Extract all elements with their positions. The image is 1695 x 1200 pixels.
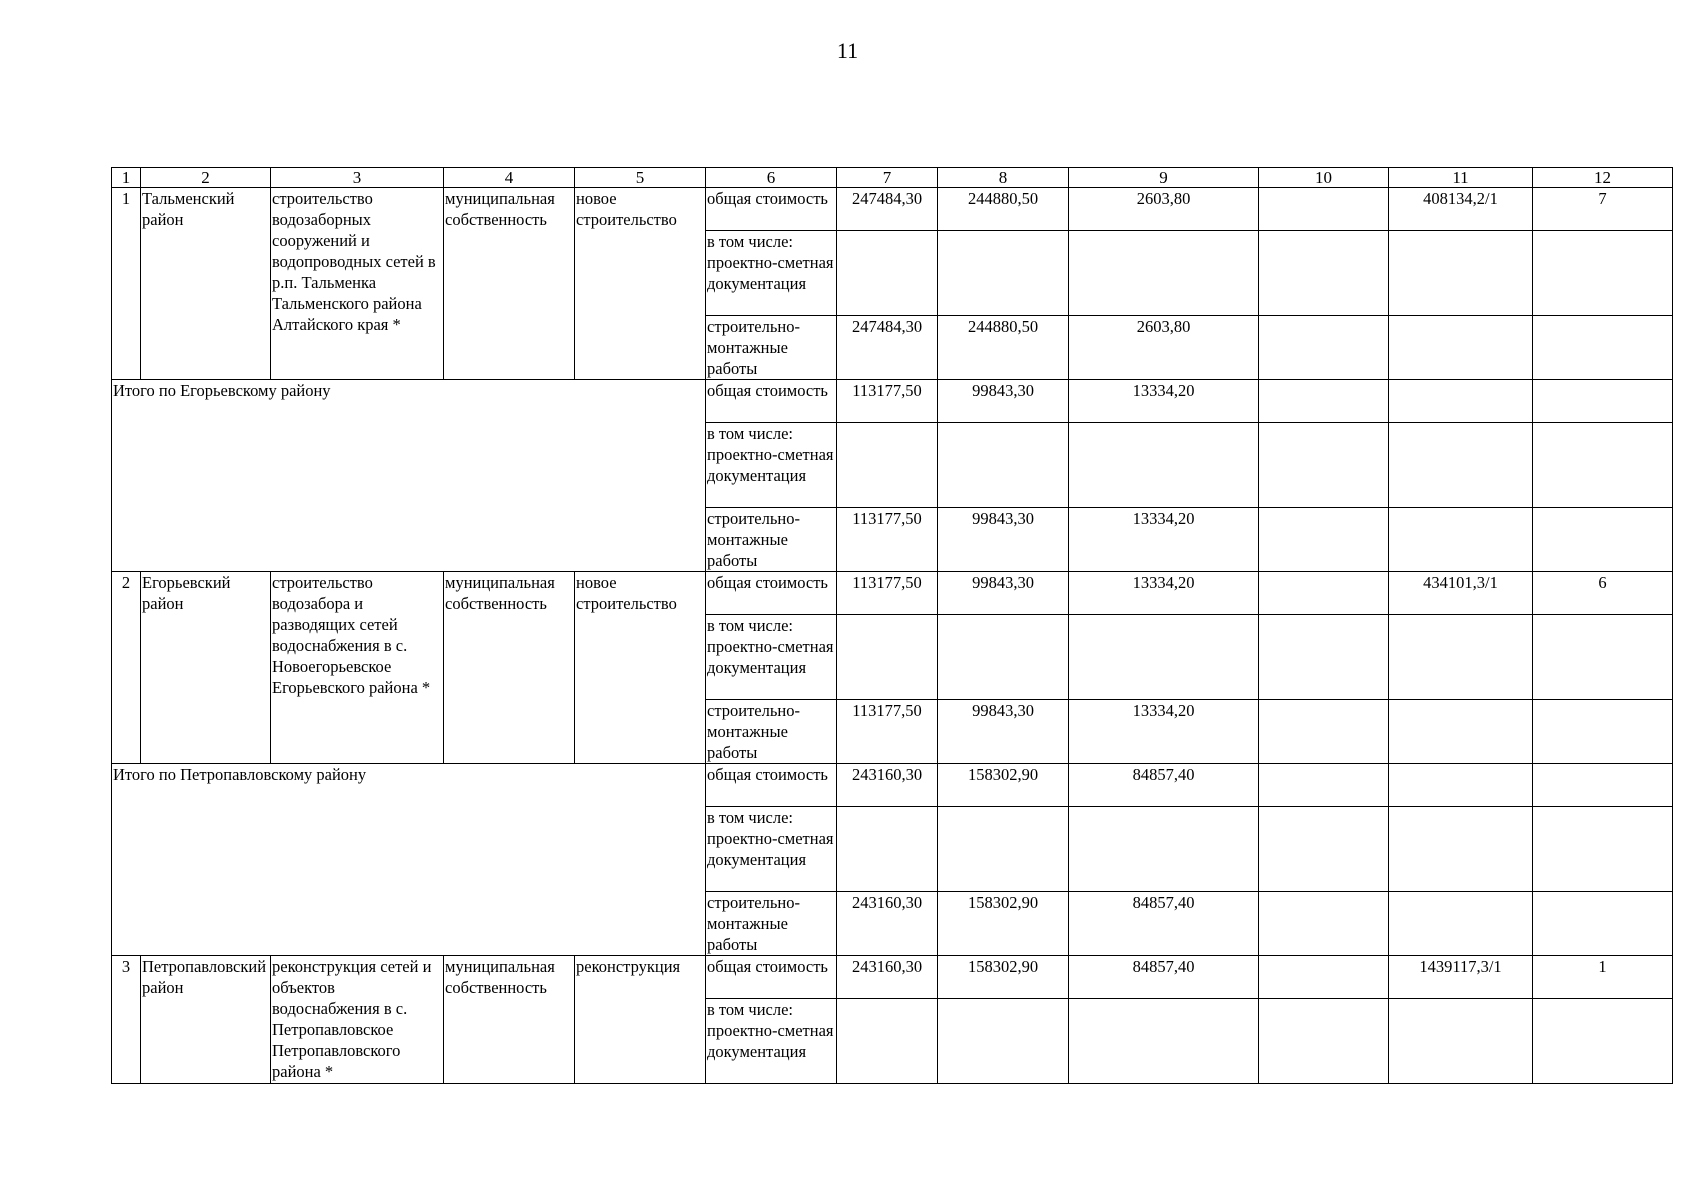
- column-number: 4: [444, 168, 575, 188]
- value-col7: 247484,30: [837, 188, 938, 231]
- value-col9: 2603,80: [1069, 188, 1259, 231]
- cost-label: общая стоимость: [706, 380, 837, 423]
- value-col12: 1: [1533, 956, 1673, 999]
- value-col12: 7: [1533, 188, 1673, 231]
- project-name: реконструкция сетей и объектов водоснабжения в с. Петропавловское Петропавловского района *: [271, 956, 444, 1084]
- value-col11: [1389, 316, 1533, 380]
- value-col8: 158302,90: [938, 764, 1069, 807]
- column-number: 5: [575, 168, 706, 188]
- column-number-row: [112, 168, 1673, 188]
- value-col9: 2603,80: [1069, 316, 1259, 380]
- total-label: Итого по Петропавловскому району: [112, 764, 706, 956]
- cost-label: в том числе: проектно-сметная документация: [706, 231, 837, 316]
- page-number: 11: [836, 38, 859, 63]
- value-col7: 113177,50: [837, 508, 938, 572]
- value-col8: 244880,50: [938, 316, 1069, 380]
- column-number: 2: [141, 168, 271, 188]
- value-col9: [1069, 423, 1259, 508]
- empty-cell: [1533, 423, 1673, 508]
- work-type: реконструкция: [575, 956, 706, 1084]
- investment-table: [111, 167, 1673, 1084]
- value-col9: [1069, 615, 1259, 700]
- value-col10: [1259, 999, 1389, 1084]
- work-type: новое строительство: [575, 572, 706, 764]
- cost-label: в том числе: проектно-сметная документация: [706, 807, 837, 892]
- value-col7: 113177,50: [837, 700, 938, 764]
- value-col7: [837, 807, 938, 892]
- value-col9: 84857,40: [1069, 764, 1259, 807]
- empty-cell: [1533, 508, 1673, 572]
- value-col8: [938, 999, 1069, 1084]
- value-col12: [1533, 316, 1673, 380]
- value-col7: [837, 423, 938, 508]
- value-col12: 6: [1533, 572, 1673, 615]
- value-col8: 99843,30: [938, 380, 1069, 423]
- value-col8: 99843,30: [938, 572, 1069, 615]
- empty-cell: [1389, 764, 1533, 807]
- value-col8: 244880,50: [938, 188, 1069, 231]
- ownership-type: муниципальная собственность: [444, 572, 575, 764]
- value-col7: 247484,30: [837, 316, 938, 380]
- value-col7: [837, 999, 938, 1084]
- value-col12: [1533, 231, 1673, 316]
- value-col8: [938, 423, 1069, 508]
- empty-cell: [1389, 508, 1533, 572]
- value-col10: [1259, 572, 1389, 615]
- table-row: [112, 572, 1673, 615]
- value-col7: [837, 615, 938, 700]
- cost-label: строительно-монтажные работы: [706, 700, 837, 764]
- value-col9: 13334,20: [1069, 700, 1259, 764]
- value-col8: 158302,90: [938, 956, 1069, 999]
- value-col9: 13334,20: [1069, 508, 1259, 572]
- empty-cell: [1533, 764, 1673, 807]
- project-name: строительство водозаборных сооружений и водопроводных сетей в р.п. Тальменка Тальменского района Алтайского края *: [271, 188, 444, 380]
- empty-cell: [1389, 807, 1533, 892]
- value-col7: 243160,30: [837, 892, 938, 956]
- column-number: 7: [837, 168, 938, 188]
- empty-cell: [1389, 892, 1533, 956]
- empty-cell: [1259, 892, 1389, 956]
- value-col11: 1439117,3/1: [1389, 956, 1533, 999]
- value-col8: 99843,30: [938, 700, 1069, 764]
- table-row: [112, 188, 1673, 231]
- value-col11: 408134,2/1: [1389, 188, 1533, 231]
- cost-label: в том числе: проектно-сметная документация: [706, 615, 837, 700]
- column-number: 1: [112, 168, 141, 188]
- value-col10: [1259, 316, 1389, 380]
- value-col12: [1533, 999, 1673, 1084]
- table-row: [112, 764, 1673, 807]
- value-col8: 99843,30: [938, 508, 1069, 572]
- value-col10: [1259, 188, 1389, 231]
- empty-cell: [1259, 423, 1389, 508]
- project-name: строительство водозабора и разводящих сетей водоснабжения в с. Новоегорьевское Егорьевского района *: [271, 572, 444, 764]
- empty-cell: [1259, 807, 1389, 892]
- total-label: Итого по Егорьевскому району: [112, 380, 706, 572]
- empty-cell: [1259, 508, 1389, 572]
- value-col8: [938, 807, 1069, 892]
- value-col8: 158302,90: [938, 892, 1069, 956]
- work-type: новое строительство: [575, 188, 706, 380]
- district-name: Петропавловский район: [141, 956, 271, 1084]
- value-col7: [837, 231, 938, 316]
- value-col9: 13334,20: [1069, 380, 1259, 423]
- empty-cell: [1533, 380, 1673, 423]
- value-col11: 434101,3/1: [1389, 572, 1533, 615]
- value-col11: [1389, 999, 1533, 1084]
- value-col7: 113177,50: [837, 380, 938, 423]
- cost-label: общая стоимость: [706, 188, 837, 231]
- column-number: 12: [1533, 168, 1673, 188]
- value-col8: [938, 615, 1069, 700]
- cost-label: строительно-монтажные работы: [706, 508, 837, 572]
- value-col12: [1533, 700, 1673, 764]
- district-name: Егорьевский район: [141, 572, 271, 764]
- cost-label: в том числе: проектно-сметная документация: [706, 423, 837, 508]
- value-col9: 13334,20: [1069, 572, 1259, 615]
- ownership-type: муниципальная собственность: [444, 188, 575, 380]
- column-number: 6: [706, 168, 837, 188]
- table-row: [112, 380, 1673, 423]
- ownership-type: муниципальная собственность: [444, 956, 575, 1084]
- empty-cell: [1533, 892, 1673, 956]
- value-col9: [1069, 807, 1259, 892]
- row-number: 1: [112, 188, 141, 380]
- value-col10: [1259, 231, 1389, 316]
- value-col8: [938, 231, 1069, 316]
- empty-cell: [1259, 380, 1389, 423]
- value-col9: 84857,40: [1069, 892, 1259, 956]
- value-col7: 243160,30: [837, 956, 938, 999]
- column-number: 8: [938, 168, 1069, 188]
- value-col9: [1069, 999, 1259, 1084]
- empty-cell: [1389, 380, 1533, 423]
- value-col9: [1069, 231, 1259, 316]
- value-col9: 84857,40: [1069, 956, 1259, 999]
- value-col7: 113177,50: [837, 572, 938, 615]
- value-col7: 243160,30: [837, 764, 938, 807]
- value-col12: [1533, 615, 1673, 700]
- empty-cell: [1389, 423, 1533, 508]
- value-col11: [1389, 700, 1533, 764]
- value-col10: [1259, 615, 1389, 700]
- row-number: 3: [112, 956, 141, 1084]
- row-number: 2: [112, 572, 141, 764]
- column-number: 9: [1069, 168, 1259, 188]
- cost-label: общая стоимость: [706, 572, 837, 615]
- empty-cell: [1533, 807, 1673, 892]
- value-col11: [1389, 231, 1533, 316]
- column-number: 11: [1389, 168, 1533, 188]
- empty-cell: [1259, 764, 1389, 807]
- cost-label: в том числе: проектно-сметная документация: [706, 999, 837, 1084]
- cost-label: общая стоимость: [706, 764, 837, 807]
- column-number: 3: [271, 168, 444, 188]
- value-col11: [1389, 615, 1533, 700]
- table-row: [112, 956, 1673, 999]
- cost-label: общая стоимость: [706, 956, 837, 999]
- value-col10: [1259, 700, 1389, 764]
- cost-label: строительно-монтажные работы: [706, 316, 837, 380]
- column-number: 10: [1259, 168, 1389, 188]
- cost-label: строительно-монтажные работы: [706, 892, 837, 956]
- value-col10: [1259, 956, 1389, 999]
- district-name: Тальменский район: [141, 188, 271, 380]
